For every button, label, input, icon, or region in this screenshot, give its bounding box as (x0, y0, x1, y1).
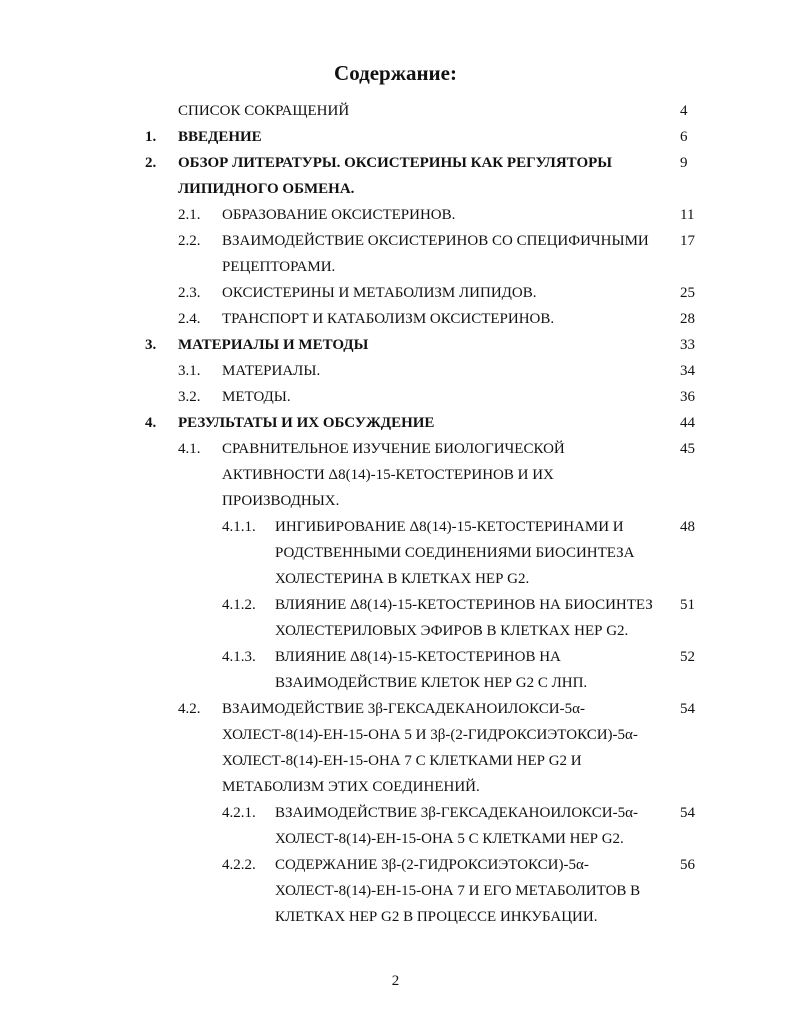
toc-entry-number: 2.2. (178, 233, 201, 249)
toc-entry-page: 11 (680, 207, 695, 223)
toc-entry-page: 45 (680, 441, 695, 457)
toc-entry-number: 3.1. (178, 363, 201, 379)
toc-entry-text: ВЗАИМОДЕЙСТВИЕ 3β-ГЕКСАДЕКАНОИЛОКСИ-5α-ХОЛЕСТ-8(14)-ЕН-15-ОНА 5 С КЛЕТКАМИ НЕР G2. (275, 805, 638, 847)
toc-entry-text: МАТЕРИАЛЫ И МЕТОДЫ (178, 337, 369, 353)
toc-entry-number: 2.3. (178, 285, 201, 301)
toc-entry-number: 4.2.1. (222, 805, 256, 821)
toc-entry-page: 44 (680, 415, 695, 431)
toc-entry-page: 34 (680, 363, 695, 379)
toc-entry-text: СПИСОК СОКРАЩЕНИЙ (178, 103, 350, 119)
toc-entry-text: ТРАНСПОРТ И КАТАБОЛИЗМ ОКСИСТЕРИНОВ. (222, 311, 555, 327)
toc-entry-text: ОБЗОР ЛИТЕРАТУРЫ. ОКСИСТЕРИНЫ КАК РЕГУЛЯТОРЫ ЛИПИДНОГО ОБМЕНА. (178, 155, 613, 197)
toc-entry-text: МАТЕРИАЛЫ. (222, 363, 321, 379)
toc-entry-3-2 (0, 384, 791, 410)
toc-entry-2 (0, 150, 791, 202)
toc-entry-4-2-2 (0, 852, 791, 930)
toc-entry-number: 2.4. (178, 311, 201, 327)
toc-entry-text: ОБРАЗОВАНИЕ ОКСИСТЕРИНОВ. (222, 207, 456, 223)
page-title: Содержание: (334, 61, 457, 85)
toc-entry-text: ВЗАИМОДЕЙСТВИЕ ОКСИСТЕРИНОВ СО СПЕЦИФИЧНЫМИ РЕЦЕПТОРАМИ. (222, 233, 649, 275)
toc-entry-text: ВЛИЯНИЕ Δ8(14)-15-КЕТОСТЕРИНОВ НА БИОСИНТЕЗ ХОЛЕСТЕРИЛОВЫХ ЭФИРОВ В КЛЕТКАХ НЕР G2. (275, 597, 653, 639)
toc-entry-4-1-1 (0, 514, 791, 592)
toc-entry-page: 51 (680, 597, 695, 613)
toc-entry-number: 4. (145, 415, 157, 431)
toc-entry-2-3 (0, 280, 791, 306)
toc-entry-text: МЕТОДЫ. (222, 389, 291, 405)
toc-entry-page: 54 (680, 701, 695, 717)
toc-entry-page: 52 (680, 649, 695, 665)
toc-entry-number: 3.2. (178, 389, 201, 405)
toc-entry-number: 1. (145, 129, 157, 145)
toc-entry-4-2 (0, 696, 791, 800)
toc-entry-page: 54 (680, 805, 695, 821)
toc-entry-text: РЕЗУЛЬТАТЫ И ИХ ОБСУЖДЕНИЕ (178, 415, 435, 431)
toc-entry-number: 3. (145, 337, 157, 353)
page-number: 2 (391, 973, 400, 989)
toc-entry-4 (0, 410, 791, 436)
toc-entry-page: 4 (680, 103, 688, 119)
toc-entry-4-2-1 (0, 800, 791, 852)
toc-entry-page: 36 (680, 389, 695, 405)
toc-entry-number: 2. (145, 155, 157, 171)
toc-entry-text: СОДЕРЖАНИЕ 3β-(2-ГИДРОКСИЭТОКСИ)-5α-ХОЛЕСТ-8(14)-ЕН-15-ОНА 7 И ЕГО МЕТАБОЛИТОВ В КЛЕТКАХ НЕР G2 В ПРОЦЕССЕ ИНКУБАЦИИ. (275, 857, 641, 925)
toc-entry-page: 48 (680, 519, 695, 535)
toc-entry-text: ВЛИЯНИЕ Δ8(14)-15-КЕТОСТЕРИНОВ НА ВЗАИМОДЕЙСТВИЕ КЛЕТОК НЕР G2 С ЛНП. (275, 649, 588, 691)
toc-entry-2-2 (0, 228, 791, 280)
toc-entry-text: ИНГИБИРОВАНИЕ Δ8(14)-15-КЕТОСТЕРИНАМИ И РОДСТВЕННЫМИ СОЕДИНЕНИЯМИ БИОСИНТЕЗА ХОЛЕСТЕРИНА В КЛЕТКАХ НЕР G2. (275, 519, 635, 587)
toc-entry-page: 17 (680, 233, 695, 249)
toc-entry-text: СРАВНИТЕЛЬНОЕ ИЗУЧЕНИЕ БИОЛОГИЧЕСКОЙ АКТИВНОСТИ Δ8(14)-15-КЕТОСТЕРИНОВ И ИХ ПРОИЗВОДНЫХ. (222, 441, 565, 509)
toc-entry-number: 4.2.2. (222, 857, 256, 873)
toc-entry-number: 4.2. (178, 701, 201, 717)
toc-entry-3-1 (0, 358, 791, 384)
toc-entry-number: 2.1. (178, 207, 201, 223)
toc-entry-text: ВЗАИМОДЕЙСТВИЕ 3β-ГЕКСАДЕКАНОИЛОКСИ-5α-ХОЛЕСТ-8(14)-ЕН-15-ОНА 5 И 3β-(2-ГИДРОКСИЭТОКСИ)-5α-ХОЛЕСТ-8(14)-ЕН-15-ОНА 7 С КЛЕТКАМИ НЕР G2 И МЕТАБОЛИЗМ ЭТИХ СОЕДИНЕНИЙ. (222, 701, 638, 795)
toc-entry-number: 4.1.3. (222, 649, 256, 665)
toc-entry-page: 56 (680, 857, 695, 873)
toc-entry-page: 6 (680, 129, 688, 145)
toc-entry-page: 9 (680, 155, 688, 171)
toc-entry-4-1 (0, 436, 791, 514)
toc-entry-2-1 (0, 202, 791, 228)
table-of-contents (0, 98, 791, 930)
toc-entry-number: 4.1. (178, 441, 201, 457)
toc-entry-number: 4.1.1. (222, 519, 256, 535)
toc-entry-abbreviations (0, 98, 791, 124)
toc-entry-page: 33 (680, 337, 695, 353)
toc-entry-2-4 (0, 306, 791, 332)
toc-entry-text: ВВЕДЕНИЕ (178, 129, 262, 145)
toc-entry-page: 25 (680, 285, 695, 301)
toc-entry-4-1-3 (0, 644, 791, 696)
toc-entry-number: 4.1.2. (222, 597, 256, 613)
toc-entry-4-1-2 (0, 592, 791, 644)
toc-entry-3 (0, 332, 791, 358)
toc-entry-page: 28 (680, 311, 695, 327)
toc-entry-text: ОКСИСТЕРИНЫ И МЕТАБОЛИЗМ ЛИПИДОВ. (222, 285, 537, 301)
toc-entry-1 (0, 124, 791, 150)
